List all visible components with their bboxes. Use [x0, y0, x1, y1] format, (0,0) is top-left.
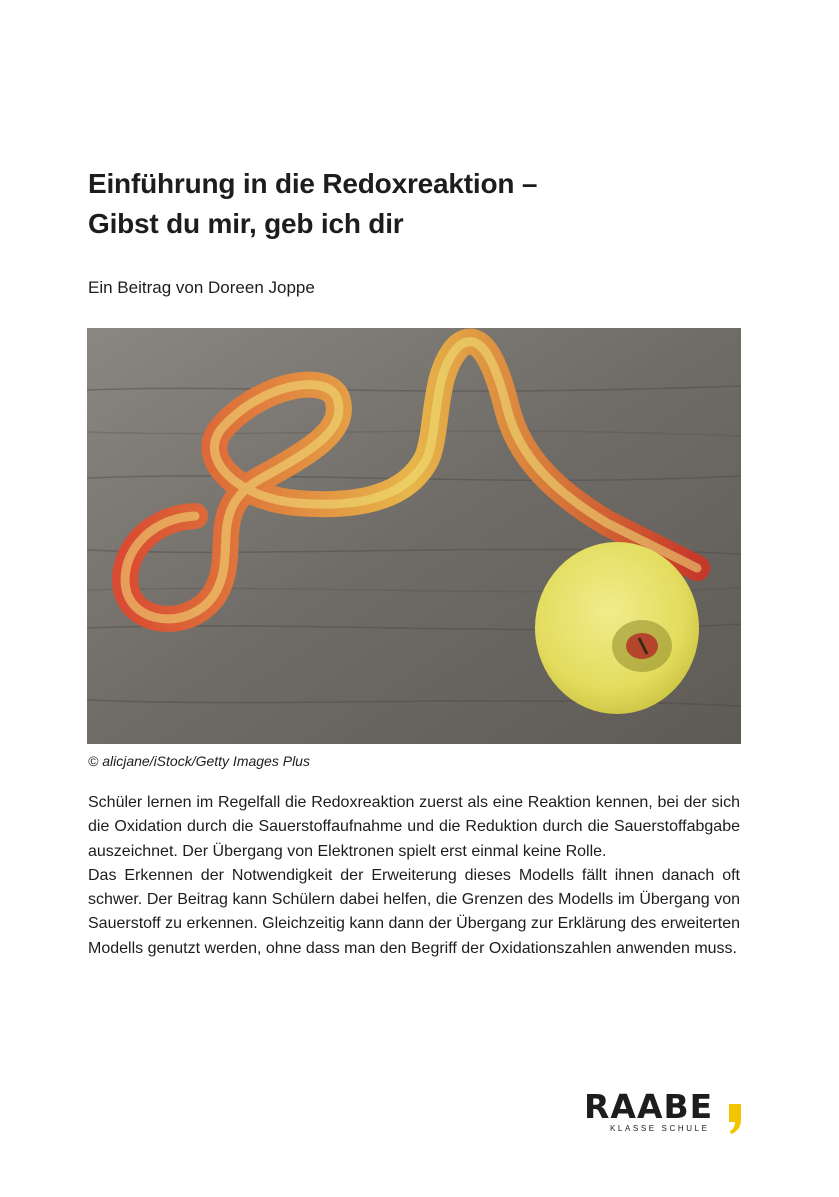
logo-wordmark: RAABE	[584, 1087, 714, 1126]
title-line-1: Einführung in die Redoxreaktion –	[88, 168, 538, 199]
intro-paragraph-1: Schüler lernen im Regelfall die Redoxreaktion zuerst als eine Reaktion kennen, bei der sich die Oxidation durch die Sauerstoffaufnahme und die Reduktion durch die Sauerstoffabgabe auszeichnet. Der Übergang von Elektronen spielt erst einmal keine Rolle.	[88, 794, 740, 860]
title-line-2: Gibst du mir, geb ich dir	[88, 208, 404, 239]
logo-comma-icon	[728, 1098, 742, 1134]
photo-credit: © alicjane/iStock/Getty Images Plus	[88, 753, 310, 769]
author-line: Ein Beitrag von Doreen Joppe	[88, 278, 315, 297]
intro-text	[88, 791, 740, 961]
logo-tagline: KLASSE SCHULE	[610, 1124, 710, 1133]
intro-paragraph-2: Das Erkennen der Notwendigkeit der Erweiterung dieses Modells fällt ihnen danach oft schwer. Der Beitrag kann Schülern dabei helfen, die Grenzen des Modells im Übergang von Sauerstoff zu erkennen. Gleichzeitig kann dann der Übergang zur Erklärung des erweiterten Modells genutzt werden, ohne dass man den Begriff der Oxidationszahlen anwenden muss.	[88, 866, 740, 957]
cover-photo	[87, 328, 741, 744]
page-title	[88, 164, 748, 244]
peeled-apple	[535, 542, 699, 714]
raabe-logo	[584, 1088, 744, 1138]
